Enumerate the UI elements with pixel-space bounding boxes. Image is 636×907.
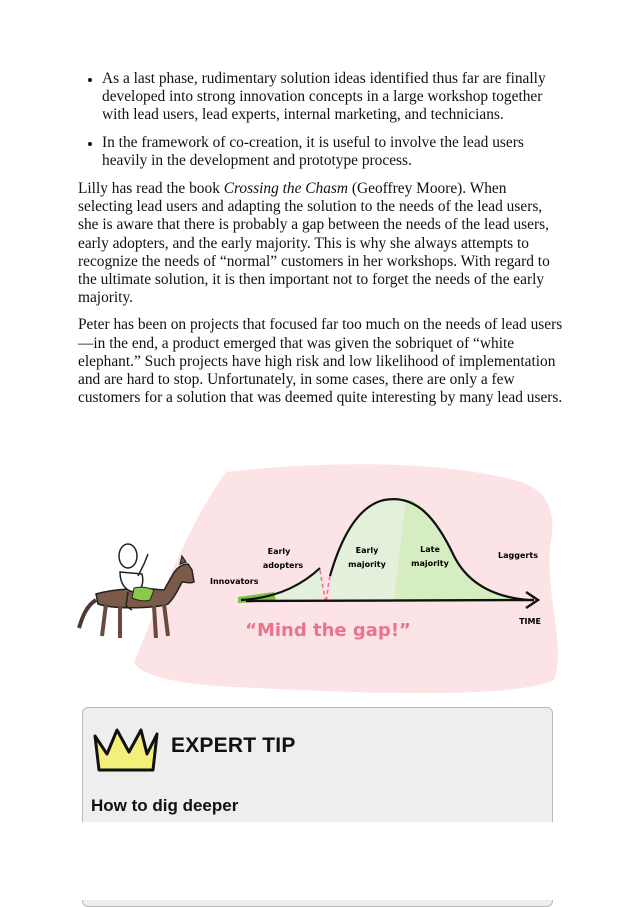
label-innovators: Innovators xyxy=(210,577,259,586)
expert-tip-title: EXPERT TIP xyxy=(171,734,296,757)
label-time: TIME xyxy=(519,617,541,626)
bullet-list xyxy=(78,70,564,170)
crown-icon xyxy=(91,724,161,776)
label-early-majority: Early xyxy=(355,546,379,555)
paragraph-text: Lilly has read the book xyxy=(78,180,224,198)
bullet-item: • As a last phase, rudimentary solution ideas identified thus far are finally developed into strong innovation concepts in a large workshop together with lead users, lead experts, internal marketing, and technicians. xyxy=(102,70,564,125)
main-text xyxy=(78,70,564,416)
book-title: Crossing the Chasm xyxy=(223,180,349,198)
paragraph-lilly xyxy=(78,180,564,307)
label-early-adopters: Early xyxy=(267,547,291,556)
label-laggards: Laggerts xyxy=(498,551,538,560)
page-bottom-margin xyxy=(0,822,636,900)
time-axis xyxy=(246,600,534,601)
paragraph-peter: Peter has been on projects that focused far too much on the needs of lead users—in the end, a product emerged that was given the sobriquet of “white elephant.” Such projects have high risk and low likelihood of implementation and are hard to stop. Unfortunately, in some cases, there are only a few customers for a solution that was deemed quite interesting by many lead users. xyxy=(78,316,563,407)
label-early-majority: majority xyxy=(348,560,386,569)
label-late-majority: Late xyxy=(420,545,440,554)
bullet-item: • In the framework of co-creation, it is useful to involve the lead users heavily in the development and prototype process. xyxy=(102,134,564,170)
label-late-majority: majority xyxy=(411,559,449,568)
expert-tip-subtitle: How to dig deeper xyxy=(91,796,239,815)
label-early-adopters: adopters xyxy=(262,561,304,570)
chasm-diagram xyxy=(76,458,562,698)
paragraph-text: (Geoffrey Moore). When selecting lead users and adapting the solution to the needs of the lead users, she is aware that there is probably a gap between the needs of the lead users, early adopters, and the early majority. This is why she always attempts to recognize the needs of “normal” customers in her workshops. With regard to the ultimate solution, it is then important not to forget the needs of the early majority. xyxy=(78,180,550,307)
chasm-illustration xyxy=(76,458,562,698)
mind-the-gap-text: “Mind the gap!” xyxy=(245,620,411,641)
